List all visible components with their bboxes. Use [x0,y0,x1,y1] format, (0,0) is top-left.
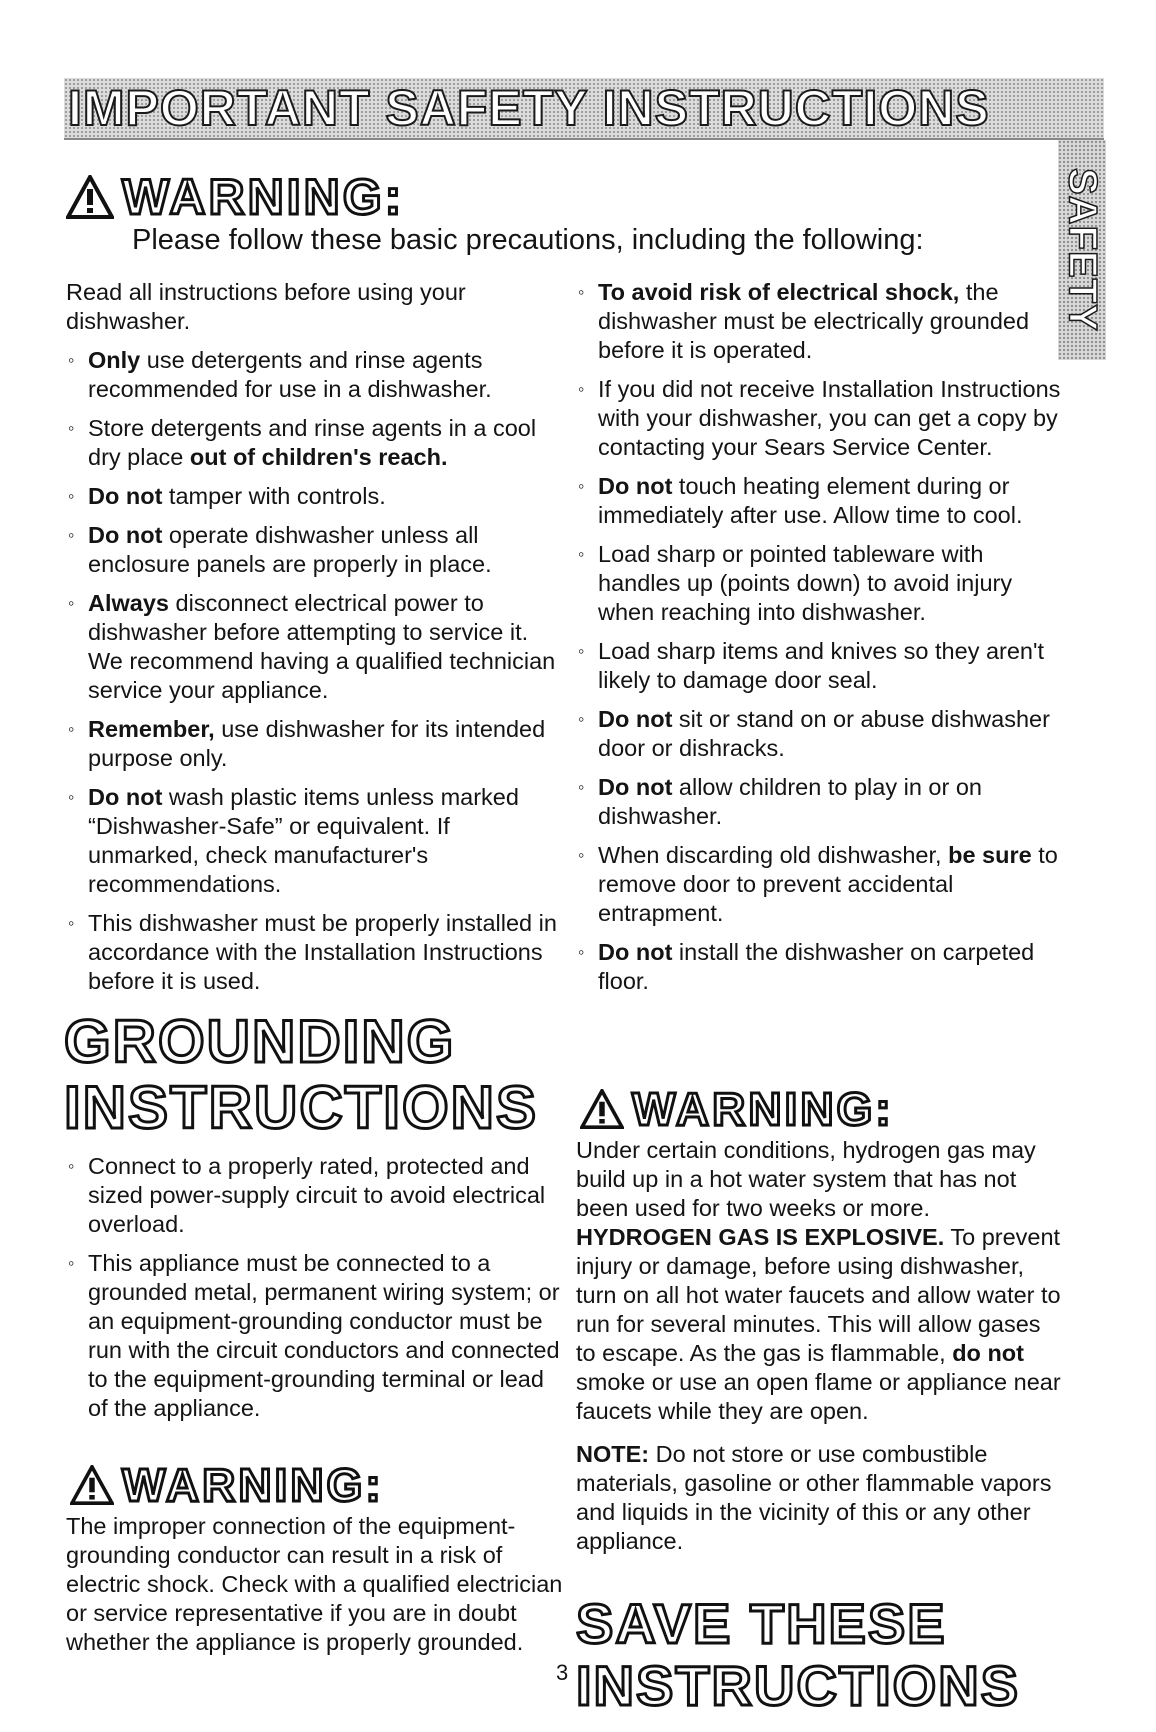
grounding-warning-text: The improper connection of the equipment-grounding conductor can result in a risk of electric shock. Check with a qualified electrician or service representative if you are in doubt whether the appliance is properly grounded. [66,1513,563,1655]
list-item: ◦ Connect to a properly rated, protected and sized power-supply circuit to avoid electrical overload. [66,1152,566,1239]
list-item: ◦ Load sharp or pointed tableware with handles up (points down) to avoid injury when reaching into dishwasher. [576,540,1066,627]
hydrogen-warning-text: Under certain conditions, hydrogen gas may build up in a hot water system that has not been used for two weeks or more. HYDROGEN GAS IS EXPLOSIVE. To prevent injury or damage, before using dishwasher, turn on all hot water faucets and allow water to run for several minutes. This will allow gases to escape. As the gas is flammable, do not smoke or use an open flame or appliance near faucets while they are open. NOTE: Do not store or use combustible materials, gasoline or other flammable vapors and liquids in the vicinity of this or any other appliance. [576,1136,1066,1566]
warning-heading-top [66,168,404,226]
right-column [576,278,1066,1006]
list-item: ◦ Load sharp items and knives so they aren't likely to damage door seal. [576,637,1066,695]
save-heading-line2: INSTRUCTIONS [576,1654,1020,1717]
list-item: ◦ Do not wash plastic items unless marked “Dishwasher-Safe” or equivalent. If unmarked, check manufacturer's recommendations. [66,783,566,899]
left-column [66,278,566,1006]
list-item: ◦ Do not tamper with controls. [66,482,566,511]
list-item: ◦ Do not sit or stand on or abuse dishwasher door or dishracks. [576,705,1066,763]
list-item: ◦ Do not touch heating element during or immediately after use. Allow time to cool. [576,472,1066,530]
list-item: ◦ Do not install the dishwasher on carpeted floor. [576,938,1066,996]
warning-triangle-icon [70,1465,114,1505]
warning-title: WARNING: [122,169,405,225]
grounding-heading-line1: GROUNDING [64,1008,456,1075]
grounding-heading-line2: INSTRUCTIONS [64,1074,538,1141]
banner-title: IMPORTANT SAFETY INSTRUCTIONS [68,80,990,136]
list-item: ◦ Always disconnect electrical power to dishwasher before attempting to service it. We recommend having a qualified technician service your appliance. [66,589,566,705]
list-item: ◦ This dishwasher must be properly installed in accordance with the Installation Instructions before it is used. [66,909,566,996]
warning-subtitle: Please follow these basic precautions, including the following: [132,224,924,256]
list-item: ◦ When discarding old dishwasher, be sure to remove door to prevent accidental entrapment. [576,841,1066,928]
intro-text: Read all instructions before using your dishwasher. [66,279,466,334]
list-item: ◦ This appliance must be connected to a grounded metal, permanent wiring system; or an equipment-grounding conductor must be run with the circuit conductors and connected to the equipment-grounding terminal or lead of the appliance. [66,1249,566,1423]
title-banner [64,78,1104,140]
save-heading-line1: SAVE THESE [576,1592,947,1655]
warning-heading-hydrogen [580,1082,894,1136]
section-tab-label: SAFETY [1060,168,1105,332]
list-item: ◦ Only use detergents and rinse agents recommended for use in a dishwasher. [66,346,566,404]
list-item: ◦ Do not operate dishwasher unless all enclosure panels are properly in place. [66,521,566,579]
warning-triangle-icon [580,1089,624,1129]
list-item: ◦ Store detergents and rinse agents in a cool dry place out of children's reach. [66,414,566,472]
list-item: ◦ Do not allow children to play in or on dishwasher. [576,773,1066,831]
list-item: ◦ To avoid risk of electrical shock, the dishwasher must be electrically grounded before it is operated. [576,278,1066,365]
list-item: ◦ If you did not receive Installation Instructions with your dishwasher, you can get a copy by contacting your Sears Service Center. [576,375,1066,462]
note-text: NOTE: Do not store or use combustible materials, gasoline or other flammable vapors and liquids in the vicinity of this or any other appliance. [576,1441,1052,1554]
list-item: ◦ Remember, use dishwasher for its intended purpose only. [66,715,566,773]
warning-title: WARNING: [122,1459,384,1511]
warning-triangle-icon [66,175,114,219]
grounding-list [66,1152,566,1433]
page-number: 3 [556,1660,569,1685]
warning-title: WARNING: [632,1083,894,1135]
warning-heading-ground [70,1458,384,1512]
